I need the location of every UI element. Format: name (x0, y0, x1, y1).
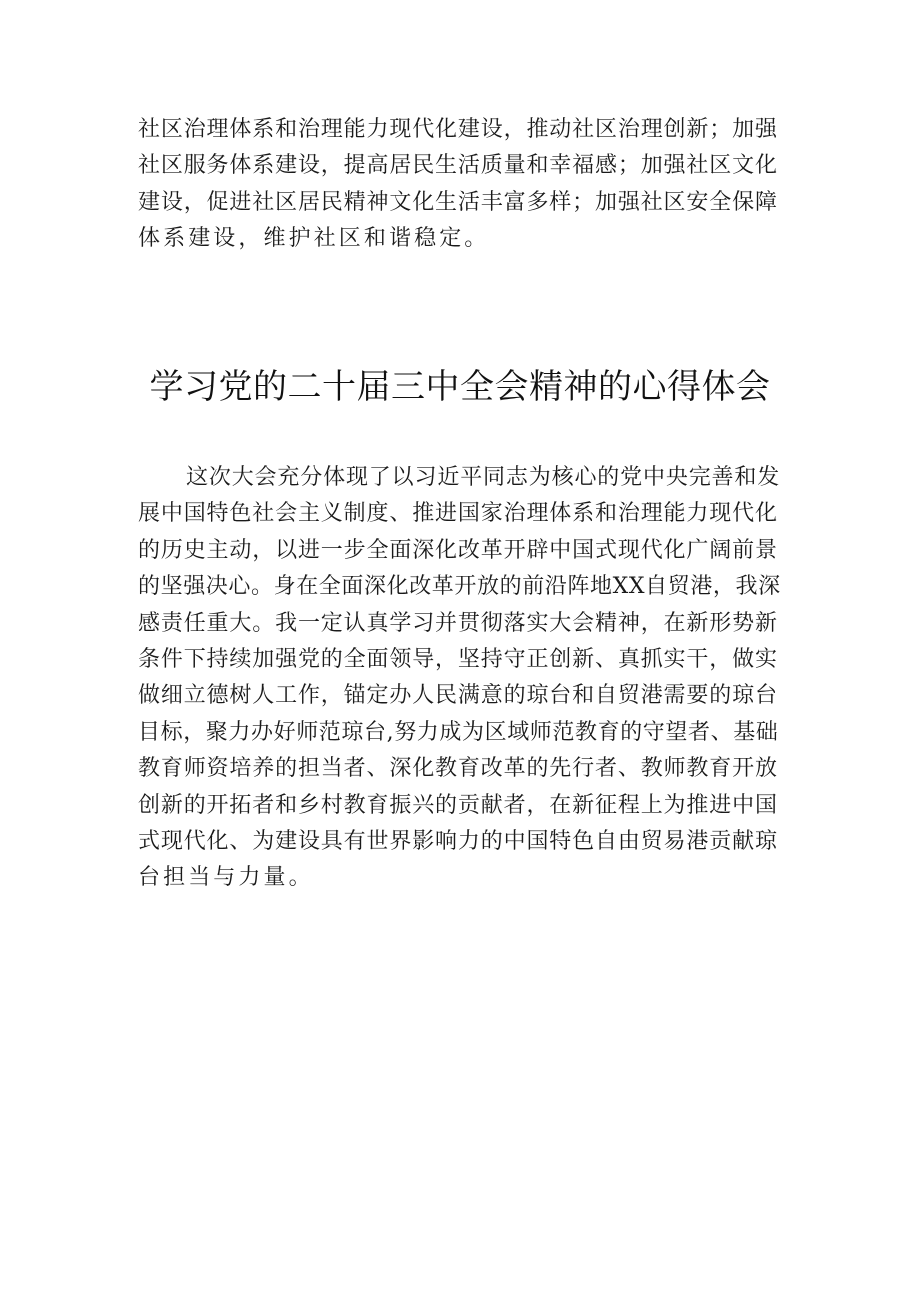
paragraph-line: 的坚强决心。身在全面深化改革开放的前沿阵地XX自贸港，我深 (138, 574, 781, 600)
paragraph-line: 展中国特色社会主义制度、推进国家治理体系和治理能力现代化 (138, 501, 778, 527)
paragraph-line: 的历史主动，以进一步全面深化改革开辟中国式现代化广阔前景 (138, 537, 778, 563)
paragraph-line: 建设，促进社区居民精神文化生活丰富多样；加强社区安全保障 (138, 189, 778, 215)
paragraph-line: 创新的开拓者和乡村教育振兴的贡献者，在新征程上为推进中国 (138, 792, 778, 818)
paragraph-line: 条件下持续加强党的全面领导，坚持守正创新、真抓实干，做实 (138, 646, 778, 672)
paragraph-line: 式现代化、为建设具有世界影响力的中国特色自由贸易港贡献琼 (138, 828, 778, 854)
paragraph-line: 教育师资培养的担当者、深化教育改革的先行者、教师教育开放 (138, 756, 778, 782)
paragraph-line: 目标，聚力办好师范琼台,努力成为区域师范教育的守望者、基础 (138, 719, 779, 745)
paragraph-line: 台担当与力量。 (138, 865, 314, 891)
continued-paragraph (138, 112, 784, 258)
paragraph-line: 这次大会充分体现了以习近平同志为核心的党中央完善和发 (186, 465, 781, 490)
paragraph-line: 社区服务体系建设，提高居民生活质量和幸福感；加强社区文化 (138, 153, 778, 179)
paragraph-line: 社区治理体系和治理能力现代化建设，推动社区治理创新；加强 (138, 117, 778, 142)
paragraph-line: 感责任重大。我一定认真学习并贯彻落实大会精神，在新形势新 (138, 610, 778, 636)
paragraph-line: 做细立德树人工作，锚定办人民满意的琼台和自贸港需要的琼台 (138, 683, 778, 709)
article-body-paragraph (138, 460, 784, 897)
article-title: 学习党的二十届三中全会精神的心得体会 (149, 367, 771, 407)
paragraph-line: 体系建设，维护社区和谐稳定。 (138, 226, 490, 252)
